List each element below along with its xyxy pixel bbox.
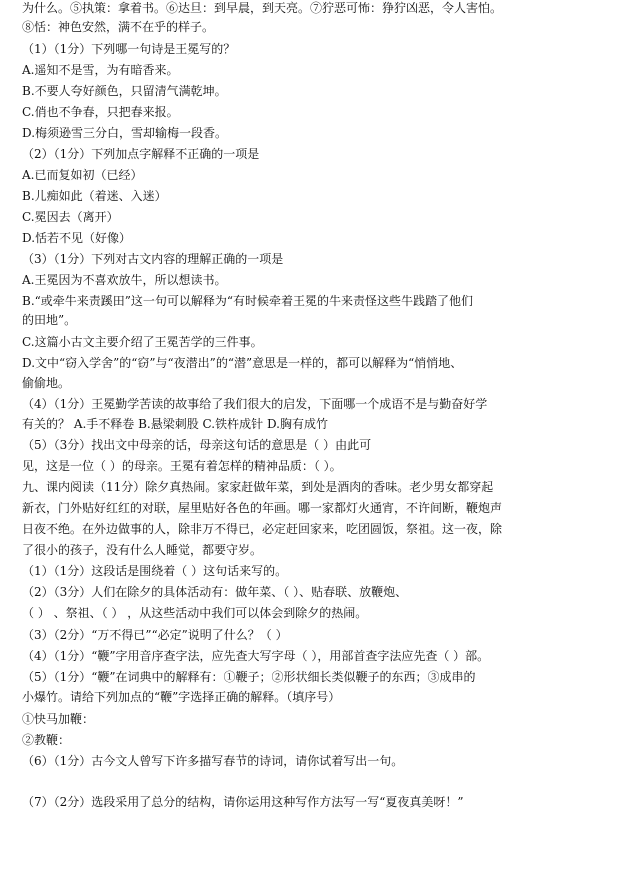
section-9-question-2: （2）（3分）人们在除夕的具体活动有：做年菜、（ ）、贴春联、放鞭炮、: [22, 585, 408, 599]
section-9-question-2-cont: （ ） 、祭祖、（ ） ，从这些活动中我们可以体会到除夕的热闹。: [22, 606, 368, 620]
question-1-stem: （1）（1分）下列哪一句诗是王冕写的？: [22, 42, 236, 56]
question-5-stem: （5）（3分）找出文中母亲的话，母亲这句话的意思是（ ）由此可: [22, 438, 372, 452]
question-3-option-b: B.“或牵牛来责蹊田”这一句可以解释为“有时候牵着王冕的牛来责怪这些牛践踏了他们: [22, 294, 474, 308]
question-3-option-c: C.这篇小古文主要介绍了王冕苦学的三件事。: [22, 335, 263, 349]
question-2-option-d: D.恬若不见（好像）: [22, 231, 132, 245]
section-9-passage-line-1: 九、课内阅读（11分）除夕真热闹。家家赶做年菜，到处是酒肉的香味。老少男女都穿起: [22, 480, 494, 494]
section-9-question-4: （4）（1分）“鞭”字用音序查字法，应先查大写字母（ ），用部首查字法应先查（ ）部。: [22, 649, 490, 663]
question-1-option-a: A.遥知不是雪，为有暗香来。: [22, 63, 179, 77]
question-3-option-d: D.文中“窃入学舍”的“窃”与“夜潜出”的“潜”意思是一样的，都可以解释为“悄悄地、: [22, 356, 463, 370]
question-2-option-a: A.已而复如初（已经）: [22, 168, 143, 182]
section-9-passage-line-3: 日夜不绝。在外边做事的人，除非万不得已，必定赶回家来，吃团圆饭，祭祖。这一夜，除: [22, 522, 503, 536]
section-9-question-5-item-1: ①快马加鞭：: [22, 712, 95, 726]
question-4-stem: （4）（1分）王冕勤学苦读的故事给了我们很大的启发，下面哪一个成语不是与勤奋好学: [22, 397, 488, 411]
section-9-question-5: （5）（1分）“鞭”在词典中的解释有：①鞭子；②形状细长类似鞭子的东西；③成串的: [22, 670, 476, 684]
section-9-passage-line-2: 新衣，门外贴好红红的对联，屋里贴好各色的年画。哪一家都灯火通宵，不许间断，鞭炮声: [22, 501, 503, 515]
section-9-question-5-item-2: ②教鞭：: [22, 733, 71, 747]
section-9-question-3: （3）（2分）“万不得已”“必定”说明了什么？（ ）: [22, 628, 288, 642]
question-2-stem: （2）（1分）下列加点字解释不正确的一项是: [22, 147, 260, 161]
section-9-question-7: （7）（2分）选段采用了总分的结构，请你运用这种写作方法写一写“夏夜真美呀！”: [22, 795, 464, 809]
question-3-stem: （3）（1分）下列对古文内容的理解正确的一项是: [22, 252, 284, 266]
question-1-option-d: D.梅须逊雪三分白，雪却输梅一段香。: [22, 126, 228, 140]
question-1-option-b: B.不要人夸好颜色，只留清气满乾坤。: [22, 84, 227, 98]
question-2-option-b: B.儿痴如此（着迷、入迷）: [22, 189, 167, 203]
question-1-option-c: C.俏也不争春，只把春来报。: [22, 105, 179, 119]
question-5-stem-cont: 见，这是一位（ ）的母亲。王冕有着怎样的精神品质：（ ）。: [22, 459, 342, 473]
question-2-option-c: C.冕因去（离开）: [22, 210, 119, 224]
section-9-question-1: （1）（1分）这段话是围绕着（ ）这句话来写的。: [22, 564, 288, 578]
question-3-option-d-cont: 偷偷地。: [22, 376, 71, 390]
text-line-annotation-5-7: 为什么。⑤执策：拿着书。⑥达旦：到早晨，到天亮。⑦狞恶可怖：狰狞凶恶，令人害怕。: [22, 1, 503, 15]
question-3-option-a: A.王冕因为不喜欢放牛，所以想读书。: [22, 273, 227, 287]
question-4-options: 有关的？ A.手不释卷 B.悬梁刺股 C.铁杵成针 D.胸有成竹: [22, 417, 328, 431]
question-3-option-b-cont: 的田地”。: [22, 313, 77, 327]
section-9-passage-line-4: 了很小的孩子，没有什么人睡觉，都要守岁。: [22, 543, 263, 557]
section-9-question-6: （6）（1分）古今文人曾写下许多描写春节的诗词，请你试着写出一句。: [22, 754, 404, 768]
section-9-question-5-cont: 小爆竹。请给下列加点的“鞭”字选择正确的解释。（填序号）: [22, 690, 341, 704]
text-line-annotation-8: ⑧恬：神色安然，满不在乎的样子。: [22, 20, 215, 34]
